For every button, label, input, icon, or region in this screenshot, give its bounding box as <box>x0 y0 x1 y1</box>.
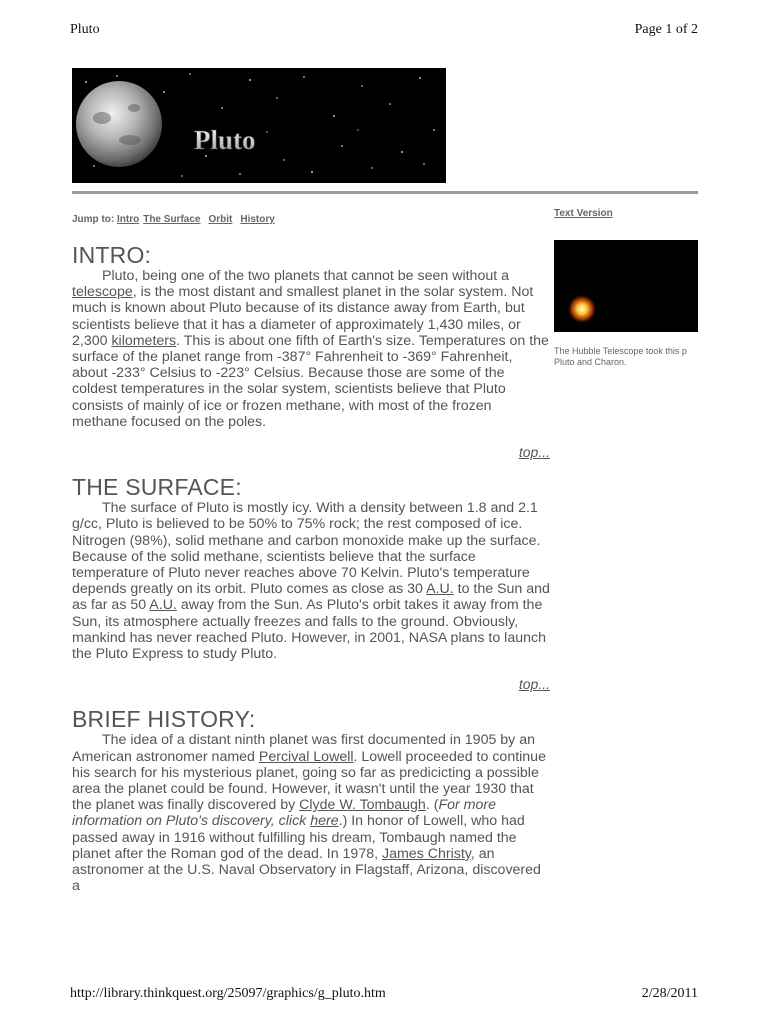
caption-line-1: The Hubble Telescope took this p <box>554 346 687 356</box>
intro-paragraph <box>72 268 550 430</box>
surface-section <box>72 474 550 692</box>
caption-line-2: Pluto and Charon. <box>554 357 627 367</box>
hubble-graphic <box>554 240 698 332</box>
kilometers-link[interactable]: kilometers <box>111 332 177 349</box>
pluto-globe <box>76 81 162 167</box>
print-date: 2/28/2011 <box>641 986 698 1001</box>
image-caption <box>554 346 698 368</box>
surface-text-2: to the Sun and as far as 50 <box>72 581 550 614</box>
history-text-3: . ( <box>425 797 439 814</box>
history-text-4: .) In honor of Lowell, who had passed away in 1916 without fulfilling his dream, Tombaugh named the planet after the Roman god of the dead. In 1978, <box>72 813 525 862</box>
jump-link-intro[interactable]: Intro <box>117 214 140 225</box>
jump-link-surface[interactable]: The Surface <box>143 214 201 225</box>
pluto-banner <box>72 68 446 183</box>
text-version-link[interactable]: Text Version <box>554 208 613 219</box>
telescope-link[interactable]: telescope <box>72 284 133 301</box>
surface-text-3: away from the Sun. As Pluto's orbit takes it away from the Sun, its atmosphere actually freezes and falls to the ground. Obviously, mankind has never reached Pluto. However, in 2001, NASA plans to launch the Pluto Express to study Pluto. <box>72 597 546 663</box>
christy-link[interactable]: James Christy <box>382 845 471 862</box>
history-text-2: . Lowell proceeded to continue his search for his mysterious planet, going so far as predicicting a possible area the planet could be found. However, it wasn't until the year 1930 that the planet was finally discovered by <box>72 748 546 814</box>
banner-title: Pluto <box>194 125 256 155</box>
history-text-1: The idea of a distant ninth planet was first documented in 1905 by an American astronomer named <box>72 732 535 765</box>
main-content <box>72 242 550 895</box>
surface-paragraph <box>72 500 550 662</box>
top-link[interactable]: top... <box>518 444 550 461</box>
intro-text-3: . This is about one fifth of Earth's size. Temperatures on the surface of the planet range from -387° Fahrenheit to -369° Fahrenheit, about -233° Celsius to -223° Celsius. Because those are some of the coldest temperatures in the solar system, scientists believe that Pluto consists of mainly of ice or frozen methane, with most of the frozen methane focused on the poles. <box>72 332 549 430</box>
history-heading: BRIEF HISTORY: <box>72 706 256 733</box>
print-header <box>70 22 698 38</box>
jump-nav <box>72 214 279 225</box>
divider <box>72 191 698 194</box>
print-title: Pluto <box>70 22 100 37</box>
banner-graphic <box>72 68 446 183</box>
history-paragraph <box>72 732 550 894</box>
au-link[interactable]: A.U. <box>149 597 177 614</box>
here-link[interactable]: here <box>310 813 339 830</box>
intro-text-1: Pluto, being one of the two planets that cannot be seen without a <box>102 268 509 284</box>
history-section <box>72 706 550 894</box>
jump-link-history[interactable]: History <box>240 214 275 225</box>
tombaugh-link[interactable]: Clyde W. Tombaugh <box>299 797 426 814</box>
top-link[interactable]: top... <box>518 676 550 693</box>
history-text-5: , an astronomer at the U.S. Naval Observatory in Flagstaff, Arizona, discovered a <box>72 845 541 895</box>
top-link-row-2 <box>72 676 550 692</box>
intro-text-2: , is the most distant and smallest planet in the solar system. Not much is known about Pluto because of its distance away from Earth, but scientists believe that it has a diameter of approximately 1,430 miles, or 2,300 <box>72 284 534 349</box>
au-link[interactable]: A.U. <box>426 581 454 598</box>
print-footer <box>70 986 698 1002</box>
intro-section <box>72 242 550 460</box>
hubble-image <box>554 240 698 332</box>
jump-link-orbit[interactable]: Orbit <box>208 214 233 225</box>
surface-text-1: The surface of Pluto is mostly icy. With a density between 1.8 and 2.1 g/cc, Pluto is believed to be 50% to 75% rock; the rest composed of ice. Nitrogen (98%), solid methane and carbon monoxide make up the surface. Because of the solid methane, scientists believe that the surface temperature of Pluto never reaches above 70 Kelvin. Pluto's temperature depends greatly on its orbit. Pluto comes as close as 30 <box>72 500 541 598</box>
jump-label: Jump to: <box>72 214 115 225</box>
top-link-row-1 <box>72 444 550 460</box>
print-page-number: Page 1 of 2 <box>634 22 698 37</box>
print-url: http://library.thinkquest.org/25097/graphics/g_pluto.htm <box>70 986 386 1001</box>
intro-heading: INTRO: <box>72 242 152 268</box>
lowell-link[interactable]: Percival Lowell <box>258 748 354 765</box>
surface-heading: THE SURFACE: <box>72 474 242 501</box>
history-italic-text: For more information on Pluto's discovery, click <box>72 797 496 830</box>
pluto-glow <box>567 294 597 324</box>
